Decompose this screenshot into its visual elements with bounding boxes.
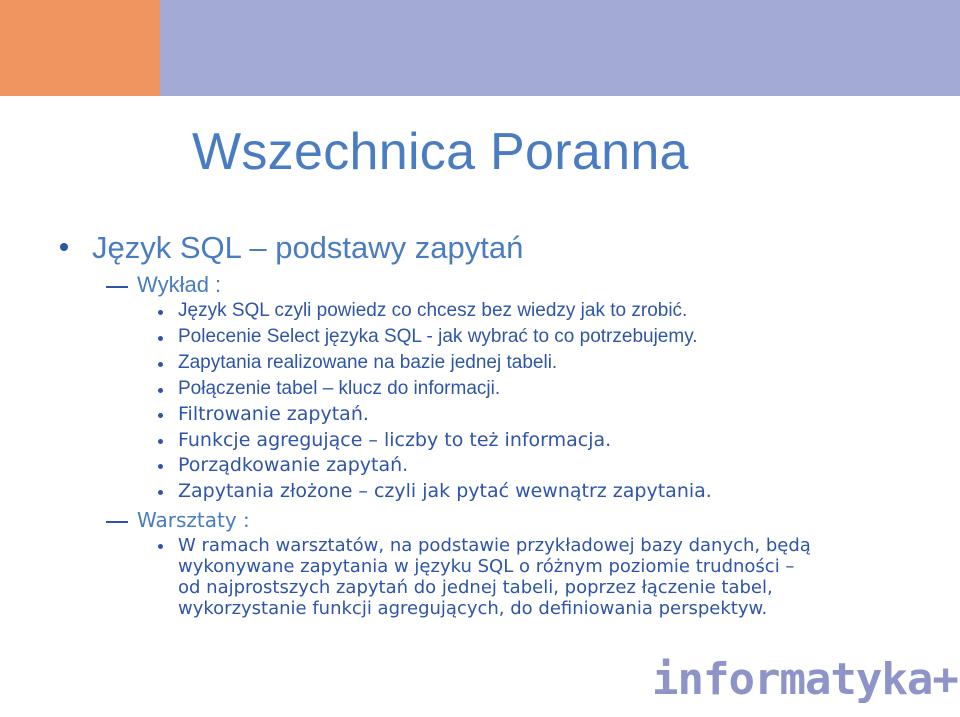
slide-title: Wszechnica Poranna <box>192 123 689 181</box>
workshop-description <box>178 535 938 619</box>
bullet-dot <box>158 310 163 315</box>
workshop-line: W ramach warsztatów, na podstawie przykładowej bazy danych, będą <box>178 535 811 556</box>
bullet-dot <box>158 388 163 393</box>
topic-heading: Język SQL – podstawy zapytań <box>92 230 524 265</box>
informatyka-logo: informatyka+ <box>652 654 958 705</box>
lecture-item: Język SQL czyli powiedz co chcesz bez wiedzy jak to zrobić. <box>178 300 688 321</box>
workshop-line: wykorzystanie funkcji agregujących, do definiowania perspektyw. <box>178 598 768 619</box>
lecture-item: Zapytania realizowane na bazie jednej tabeli. <box>178 352 558 373</box>
bullet-dot <box>60 243 68 251</box>
lecture-item: Funkcje agregujące – liczby to też informacja. <box>178 429 612 451</box>
lecture-label: Wykład : <box>137 272 222 297</box>
bullet-dot <box>158 336 163 341</box>
lecture-item: Filtrowanie zapytań. <box>178 403 369 425</box>
bullet-dot <box>158 439 163 444</box>
dash-marker <box>106 286 128 288</box>
workshop-label: Warsztaty : <box>137 508 250 532</box>
bullet-dot <box>158 362 163 367</box>
bullet-dot <box>158 464 163 469</box>
workshop-line: od najprostszych zapytań do jednej tabeli, poprzez łączenie tabel, <box>178 577 773 598</box>
workshop-line: wykonywane zapytania w języku SQL o różnym poziomie trudności – <box>178 556 795 577</box>
lecture-item: Polecenie Select języka SQL - jak wybrać to co potrzebujemy. <box>178 326 698 347</box>
lecture-item: Porządkowanie zapytań. <box>178 454 409 476</box>
lecture-item: Zapytania złożone – czyli jak pytać wewnątrz zapytania. <box>178 480 712 502</box>
bullet-dot <box>158 413 163 418</box>
dash-marker <box>106 521 128 523</box>
bullet-dot <box>158 544 163 549</box>
bullet-dot <box>158 490 163 495</box>
lecture-item: Połączenie tabel – klucz do informacji. <box>178 378 501 399</box>
